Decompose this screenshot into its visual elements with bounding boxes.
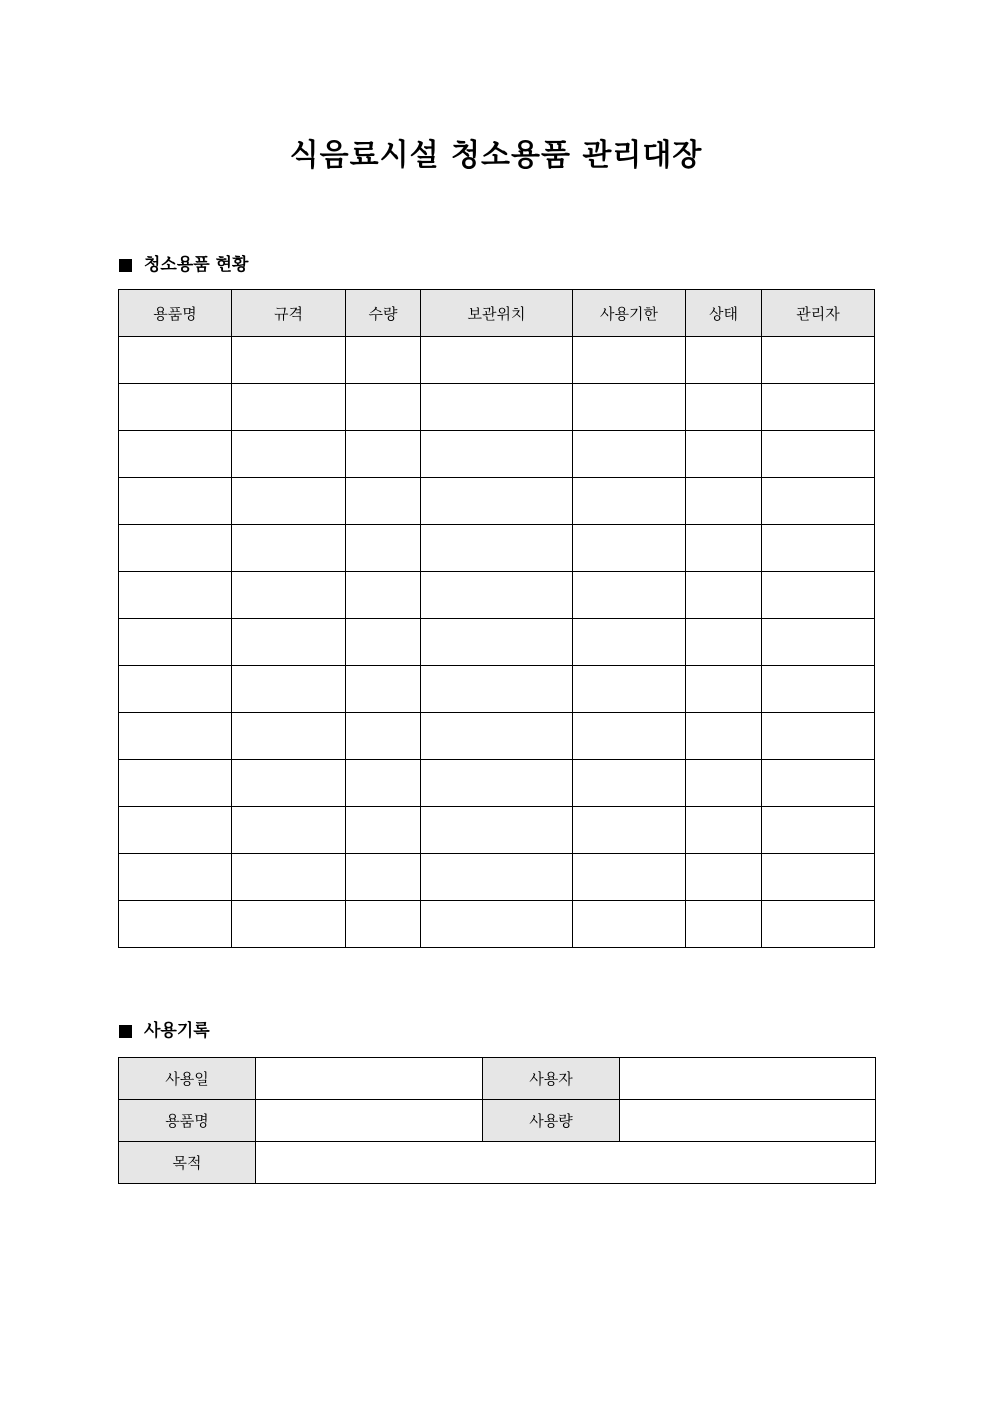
inventory-table [118, 289, 875, 948]
cell-status[interactable] [686, 431, 762, 478]
column-header-item-name: 용품명 [119, 290, 232, 337]
cell-quantity[interactable] [346, 337, 421, 384]
cell-item-name[interactable] [119, 572, 232, 619]
cell-status[interactable] [686, 384, 762, 431]
cell-storage-location[interactable] [421, 619, 573, 666]
cell-expiry[interactable] [573, 666, 686, 713]
cell-expiry[interactable] [573, 384, 686, 431]
column-header-spec: 규격 [232, 290, 346, 337]
cell-manager[interactable] [762, 478, 875, 525]
cell-spec[interactable] [232, 431, 346, 478]
usage-record-table [118, 1057, 876, 1184]
square-bullet-icon [119, 1025, 132, 1038]
cell-storage-location[interactable] [421, 666, 573, 713]
cell-expiry[interactable] [573, 854, 686, 901]
cell-storage-location[interactable] [421, 901, 573, 948]
table-row [119, 713, 875, 760]
cell-manager[interactable] [762, 431, 875, 478]
cell-item-name[interactable] [119, 807, 232, 854]
cell-spec[interactable] [232, 478, 346, 525]
cell-quantity[interactable] [346, 431, 421, 478]
cell-quantity[interactable] [346, 478, 421, 525]
cell-storage-location[interactable] [421, 760, 573, 807]
table-row [119, 337, 875, 384]
cell-spec[interactable] [232, 572, 346, 619]
cell-item-name[interactable] [119, 525, 232, 572]
cell-status[interactable] [686, 760, 762, 807]
cell-storage-location[interactable] [421, 854, 573, 901]
cell-storage-location[interactable] [421, 525, 573, 572]
usage-date-label: 사용일 [119, 1058, 256, 1100]
cell-spec[interactable] [232, 384, 346, 431]
cell-spec[interactable] [232, 760, 346, 807]
cell-spec[interactable] [232, 337, 346, 384]
column-header-expiry: 사용기한 [573, 290, 686, 337]
cell-item-name[interactable] [119, 713, 232, 760]
cell-item-name[interactable] [119, 901, 232, 948]
cell-status[interactable] [686, 337, 762, 384]
cell-spec[interactable] [232, 525, 346, 572]
table-row [119, 1058, 876, 1100]
cell-spec[interactable] [232, 854, 346, 901]
cell-expiry[interactable] [573, 713, 686, 760]
cell-storage-location[interactable] [421, 713, 573, 760]
cell-quantity[interactable] [346, 384, 421, 431]
table-row [119, 807, 875, 854]
usage-date-field[interactable] [256, 1058, 483, 1100]
table-row [119, 572, 875, 619]
table-row [119, 760, 875, 807]
table-row [119, 901, 875, 948]
cell-manager[interactable] [762, 337, 875, 384]
cell-quantity[interactable] [346, 666, 421, 713]
cell-storage-location[interactable] [421, 384, 573, 431]
cell-expiry[interactable] [573, 431, 686, 478]
cell-status[interactable] [686, 525, 762, 572]
table-row [119, 854, 875, 901]
cell-quantity[interactable] [346, 760, 421, 807]
table-row [119, 478, 875, 525]
cell-item-name[interactable] [119, 619, 232, 666]
cell-storage-location[interactable] [421, 572, 573, 619]
table-header-row [119, 290, 875, 337]
cell-expiry[interactable] [573, 572, 686, 619]
cell-status[interactable] [686, 901, 762, 948]
cell-quantity[interactable] [346, 619, 421, 666]
cell-status[interactable] [686, 854, 762, 901]
table-row [119, 431, 875, 478]
cell-quantity[interactable] [346, 807, 421, 854]
cell-item-name[interactable] [119, 384, 232, 431]
cell-expiry[interactable] [573, 901, 686, 948]
cell-expiry[interactable] [573, 478, 686, 525]
column-header-quantity: 수량 [346, 290, 421, 337]
cell-spec[interactable] [232, 807, 346, 854]
usage-item-field[interactable] [256, 1100, 483, 1142]
cell-expiry[interactable] [573, 760, 686, 807]
cell-manager[interactable] [762, 760, 875, 807]
cell-manager[interactable] [762, 572, 875, 619]
table-row [119, 1100, 876, 1142]
usage-item-label: 용품명 [119, 1100, 256, 1142]
cell-spec[interactable] [232, 901, 346, 948]
cell-expiry[interactable] [573, 337, 686, 384]
usage-user-label: 사용자 [483, 1058, 620, 1100]
section-heading-label: 청소용품 현황 [144, 255, 249, 275]
usage-purpose-field[interactable] [256, 1142, 876, 1184]
square-bullet-icon [119, 259, 132, 272]
section-heading-label: 사용기록 [144, 1021, 210, 1041]
column-header-manager: 관리자 [762, 290, 875, 337]
cell-expiry[interactable] [573, 807, 686, 854]
cell-status[interactable] [686, 713, 762, 760]
cell-item-name[interactable] [119, 431, 232, 478]
inventory-table-body [119, 337, 875, 948]
cell-manager[interactable] [762, 619, 875, 666]
column-header-storage-location: 보관위치 [421, 290, 573, 337]
cell-quantity[interactable] [346, 713, 421, 760]
usage-amount-field[interactable] [620, 1100, 876, 1142]
table-row [119, 1142, 876, 1184]
cell-expiry[interactable] [573, 619, 686, 666]
table-row [119, 666, 875, 713]
cell-quantity[interactable] [346, 525, 421, 572]
table-row [119, 619, 875, 666]
cell-item-name[interactable] [119, 666, 232, 713]
page-title: 식음료시설 청소용품 관리대장 [289, 138, 703, 173]
cell-status[interactable] [686, 807, 762, 854]
cell-manager[interactable] [762, 854, 875, 901]
cell-spec[interactable] [232, 619, 346, 666]
cell-status[interactable] [686, 666, 762, 713]
cell-storage-location[interactable] [421, 337, 573, 384]
cell-status[interactable] [686, 572, 762, 619]
cell-quantity[interactable] [346, 901, 421, 948]
cell-manager[interactable] [762, 807, 875, 854]
table-row [119, 384, 875, 431]
cell-manager[interactable] [762, 666, 875, 713]
cell-storage-location[interactable] [421, 807, 573, 854]
cell-item-name[interactable] [119, 760, 232, 807]
section-heading-inventory [119, 253, 248, 277]
cell-item-name[interactable] [119, 337, 232, 384]
cell-manager[interactable] [762, 384, 875, 431]
cell-manager[interactable] [762, 713, 875, 760]
column-header-status: 상태 [686, 290, 762, 337]
cell-spec[interactable] [232, 666, 346, 713]
cell-quantity[interactable] [346, 572, 421, 619]
cell-item-name[interactable] [119, 478, 232, 525]
cell-item-name[interactable] [119, 854, 232, 901]
cell-manager[interactable] [762, 525, 875, 572]
cell-quantity[interactable] [346, 854, 421, 901]
cell-spec[interactable] [232, 713, 346, 760]
usage-user-field[interactable] [620, 1058, 876, 1100]
cell-status[interactable] [686, 478, 762, 525]
cell-manager[interactable] [762, 901, 875, 948]
cell-expiry[interactable] [573, 525, 686, 572]
usage-purpose-label: 목적 [119, 1142, 256, 1184]
cell-storage-location[interactable] [421, 478, 573, 525]
section-heading-usage [119, 1019, 210, 1043]
cell-storage-location[interactable] [421, 431, 573, 478]
cell-status[interactable] [686, 619, 762, 666]
table-row [119, 525, 875, 572]
usage-amount-label: 사용량 [483, 1100, 620, 1142]
